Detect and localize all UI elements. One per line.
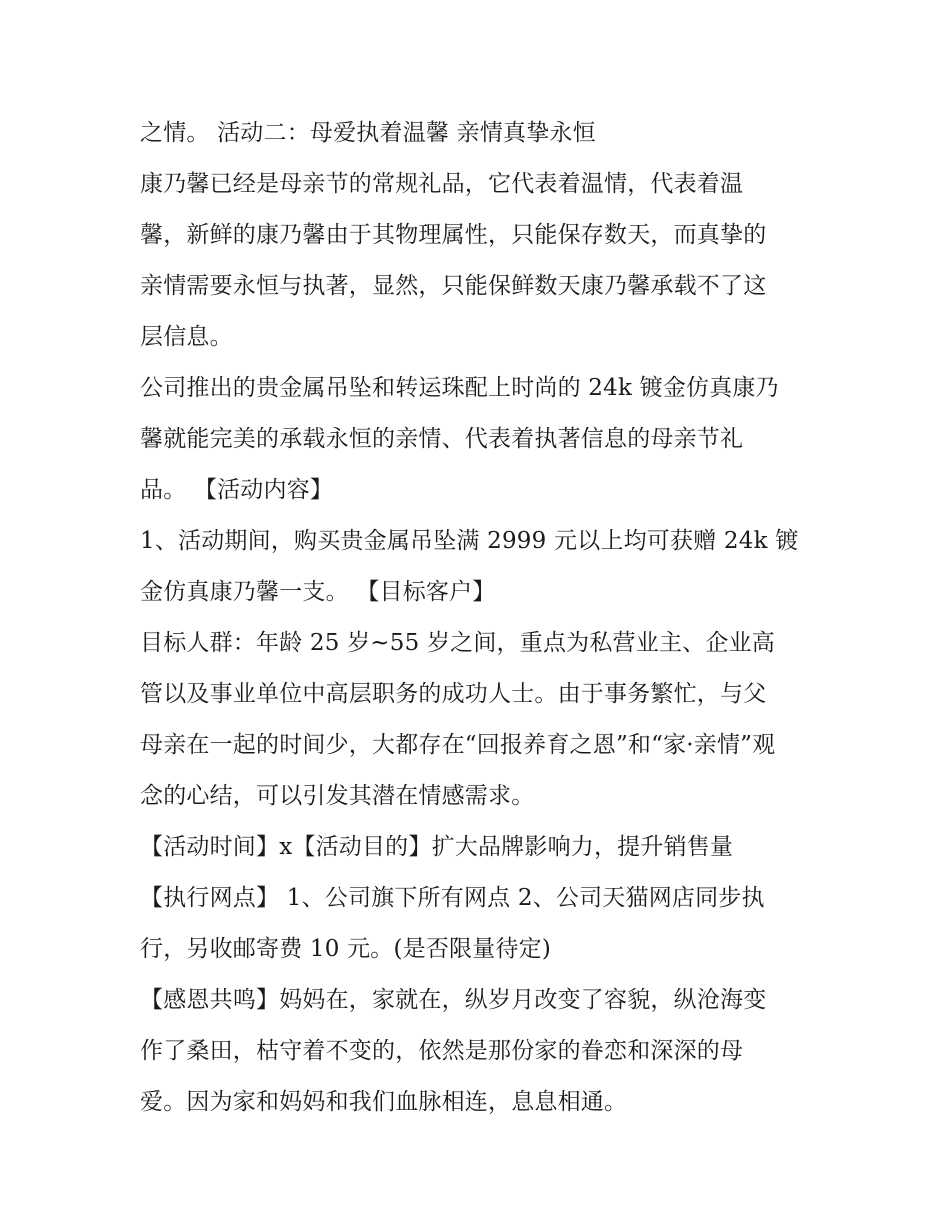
text-line: 管以及事业单位中高层职务的成功人士。由于事务繁忙，与父 — [140, 681, 767, 707]
text-line: 爱。因为家和妈妈和我们血脉相连，息息相通。 — [140, 1089, 628, 1115]
text-line: 亲情需要永恒与执著，显然，只能保鲜数天康乃馨承载不了这 — [140, 273, 767, 299]
text-line: 之情。 活动二：母爱执着温馨 亲情真挚永恒 — [140, 120, 596, 146]
text-line: 金仿真康乃馨一支。 【目标客户】 — [140, 579, 496, 605]
text-line: 1、活动期间，购买贵金属吊坠满 2999 元以上均可获赠 24k 镀 — [140, 528, 799, 554]
text-line: 【执行网点】 1、公司旗下所有网点 2、公司天猫网店同步执 — [140, 885, 765, 911]
text-line: 目标人群：年龄 25 岁~55 岁之间，重点为私营业主、企业高 — [140, 630, 775, 656]
text-line: 层信息。 — [140, 324, 233, 350]
document-body — [140, 108, 820, 1128]
text-line: 作了桑田，枯守着不变的，依然是那份家的眷恋和深深的母 — [140, 1038, 744, 1064]
text-line: 康乃馨已经是母亲节的常规礼品，它代表着温情，代表着温 — [140, 171, 744, 197]
text-line: 品。 【活动内容】 — [140, 477, 334, 503]
text-line: 馨就能完美的承载永恒的亲情、代表着执著信息的母亲节礼 — [140, 426, 744, 452]
text-line: 馨，新鲜的康乃馨由于其物理属性，只能保存数天，而真挚的 — [140, 222, 767, 248]
text-line: 母亲在一起的时间少，大都存在“回报养育之恩”和“家·亲情”观 — [140, 732, 776, 758]
text-line: 念的心结，可以引发其潜在情感需求。 — [140, 783, 535, 809]
text-line: 行，另收邮寄费 10 元。(是否限量待定) — [140, 936, 552, 962]
text-line: 公司推出的贵金属吊坠和转运珠配上时尚的 24k 镀金仿真康乃 — [140, 375, 779, 401]
text-line: 【感恩共鸣】妈妈在，家就在，纵岁月改变了容貌，纵沧海变 — [140, 987, 767, 1013]
text-line: 【活动时间】x【活动目的】扩大品牌影响力，提升销售量 — [140, 834, 734, 860]
